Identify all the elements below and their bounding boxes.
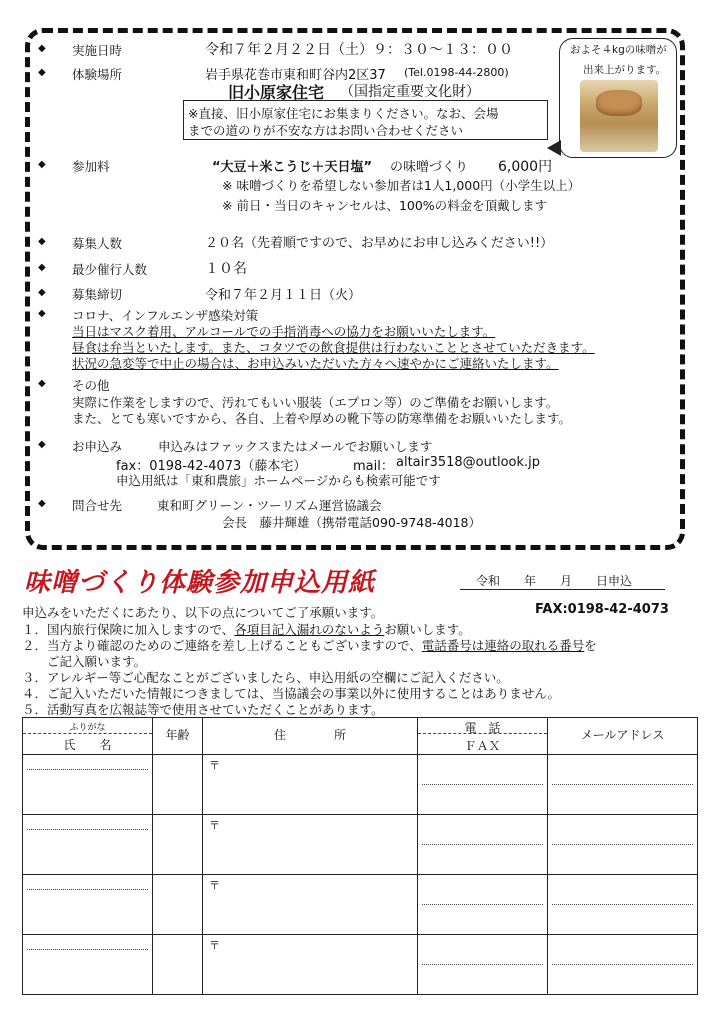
table-row[interactable] — [23, 815, 698, 875]
meeting-note-1: ※直接、旧小原家住宅にお集まりください。なお、会場 — [188, 106, 499, 121]
form-title: 味噌づくり体験参加申込用紙 — [24, 568, 376, 598]
form-fax: FAX:0198-42-4073 — [535, 602, 669, 617]
meeting-note-2: までの道のりが不安な方はお問い合わせください — [188, 123, 464, 138]
covid-line-2: 昼食は弁当といたします。また、コタツでの飲食提供は行わないこととさせていただきます。 — [72, 340, 595, 355]
contact-org: 東和町グリーン・ツーリズム運営協議会 — [157, 498, 382, 513]
bullet-diamond-icon: ◆ — [38, 439, 46, 450]
other-label: その他 — [72, 378, 110, 393]
postal-mark: 〒 — [209, 939, 220, 952]
bubble-tail — [547, 140, 561, 156]
header-phone — [418, 718, 548, 755]
age-cell[interactable] — [153, 935, 203, 995]
bullet-diamond-icon: ◆ — [38, 67, 46, 78]
venue-tel: (Tel.0198-44-2800) — [404, 66, 509, 79]
minimum-value: １０名 — [205, 261, 247, 277]
header-email: メールアドレス — [548, 718, 698, 755]
apply-mail-label: mail： — [353, 459, 394, 474]
covid-line-3: 状況の急変等で中止の場合は、お申込みいただいた方々へ速やかにご連絡いたします。 — [72, 356, 559, 371]
table-header — [23, 718, 698, 755]
name-cell[interactable] — [23, 875, 153, 935]
header-furigana: ふりがな — [69, 723, 106, 733]
apply-text: 申込みはファックスまたはメールでお願いします — [158, 439, 433, 454]
fee-menu-bold: “大豆＋米こうじ＋天日塩” — [212, 160, 373, 175]
phone-fax-cell[interactable] — [418, 815, 548, 875]
name-cell[interactable] — [23, 935, 153, 995]
bubble-caption-2: 出来上がります。 — [583, 64, 667, 76]
apply-fax: fax：0198-42-4073（藤本宅） — [116, 459, 307, 474]
capacity-label: 募集人数 — [72, 236, 123, 251]
address-cell[interactable] — [203, 815, 418, 875]
rule-3: ３．アレルギー等ご心配なことがございましたら、申込用紙の空欄にご記入ください。 — [22, 670, 509, 685]
table-row[interactable] — [23, 755, 698, 815]
address-cell[interactable] — [203, 755, 418, 815]
phone-fax-cell[interactable] — [418, 875, 548, 935]
name-cell[interactable] — [23, 815, 153, 875]
age-cell[interactable] — [153, 875, 203, 935]
bullet-diamond-icon: ◆ — [38, 236, 46, 247]
email-cell[interactable] — [548, 815, 698, 875]
rule-1: １．国内旅行保険に加入しますので、各項目記入漏れのないようお願いします。 — [22, 622, 471, 637]
bullet-diamond-icon: ◆ — [38, 498, 46, 509]
phone-fax-cell[interactable] — [418, 755, 548, 815]
application-table — [22, 717, 698, 995]
capacity-value: ２０名（先着順ですので、お早めにお申し込みください!!） — [205, 236, 554, 251]
date-value: 令和７年２月２２日（土）９：３０～１３：００ — [205, 42, 513, 58]
place-label: 体験場所 — [72, 67, 123, 82]
apply-mail-value[interactable]: altair3518@outlook.jp — [396, 455, 541, 470]
email-cell[interactable] — [548, 875, 698, 935]
bullet-diamond-icon: ◆ — [38, 43, 46, 54]
venue-note: （国指定重要文化財） — [340, 84, 480, 100]
miso-photo-detail — [596, 90, 642, 116]
postal-mark: 〒 — [209, 759, 220, 772]
bullet-diamond-icon: ◆ — [38, 308, 46, 319]
header-phone-label: 電 話 — [464, 721, 501, 735]
apply-web-note: 申込用紙は「東和農旅」ホームページからも検索可能です — [116, 473, 441, 488]
deadline-value: 令和７年２月１１日（火） — [205, 288, 362, 303]
bubble-caption-1: およそ４kgの味噌が — [570, 44, 667, 56]
email-cell[interactable] — [548, 935, 698, 995]
rule-4: ４．ご記入いただいた情報につきましては、当協議会の事業以外に使用することはありません。 — [22, 686, 561, 701]
age-cell[interactable] — [153, 815, 203, 875]
deadline-label: 募集締切 — [72, 287, 123, 302]
contact-label: 問合せ先 — [72, 498, 123, 513]
bullet-diamond-icon: ◆ — [38, 287, 46, 298]
fee-note-1: ※ 味噌づくりを希望しない参加者は1人1,000円（小学生以上） — [222, 178, 581, 193]
header-address: 住 所 — [203, 718, 418, 755]
minimum-label: 最少催行人数 — [72, 262, 148, 277]
postal-mark: 〒 — [209, 819, 220, 832]
table-row[interactable] — [23, 875, 698, 935]
rule-5: ５．活動写真を広報誌等で使用させていただくことがあります。 — [22, 702, 384, 717]
header-fax-label: ＦＡＸ — [464, 739, 501, 753]
apply-label: お申込み — [72, 439, 123, 454]
contact-chair: 会長 藤井輝雄（携帯電話090-9748-4018） — [222, 515, 482, 530]
header-name-label: 氏 名 — [63, 738, 112, 752]
fee-label: 参加料 — [72, 159, 110, 174]
address-cell[interactable] — [203, 875, 418, 935]
email-cell[interactable] — [548, 755, 698, 815]
application-date-fields[interactable] — [460, 572, 665, 590]
covid-label: コロナ、インフルエンザ感染対策 — [72, 308, 259, 323]
fee-note-2: ※ 前日・当日のキャンセルは、100%の料金を頂戴します — [222, 198, 548, 213]
address-cell[interactable] — [203, 935, 418, 995]
bullet-diamond-icon: ◆ — [38, 159, 46, 170]
rule-2-cont: ご記入願います。 — [22, 654, 147, 669]
bullet-diamond-icon: ◆ — [38, 378, 46, 389]
date-label: 実施日時 — [72, 43, 123, 58]
table-row[interactable] — [23, 935, 698, 995]
other-line-1: 実際に作業をしますので、汚れてもいい服装（エプロン等）のご準備をお願いします。 — [72, 395, 559, 410]
date-fields-text: 令和 年 月 日申込 — [476, 574, 633, 588]
postal-mark: 〒 — [209, 879, 220, 892]
header-age: 年齢 — [153, 718, 203, 755]
other-line-2: また、とても寒いですから、各自、上着や厚めの靴下等の防寒準備をお願いいたします。 — [72, 411, 572, 426]
fee-amount: 6,000円 — [498, 159, 553, 175]
address: 岩手県花巻市東和町谷内2区37 — [205, 68, 386, 83]
covid-line-1: 当日はマスク着用、アルコールでの手指消毒への協力をお願いいたします。 — [72, 324, 496, 339]
rule-2: ２．当方より確認のためのご連絡を差し上げることもございますので、電話番号は連絡の取れる番号を — [22, 638, 597, 653]
form-intro: 申込みをいただくにあたり、以下の点についてご了承願います。 — [22, 605, 384, 620]
bullet-diamond-icon: ◆ — [38, 262, 46, 273]
venue-name: 旧小原家住宅 — [228, 83, 325, 102]
header-name — [23, 718, 153, 755]
phone-fax-cell[interactable] — [418, 935, 548, 995]
name-cell[interactable] — [23, 755, 153, 815]
fee-menu-rest: の味噌づくり — [390, 160, 469, 175]
age-cell[interactable] — [153, 755, 203, 815]
